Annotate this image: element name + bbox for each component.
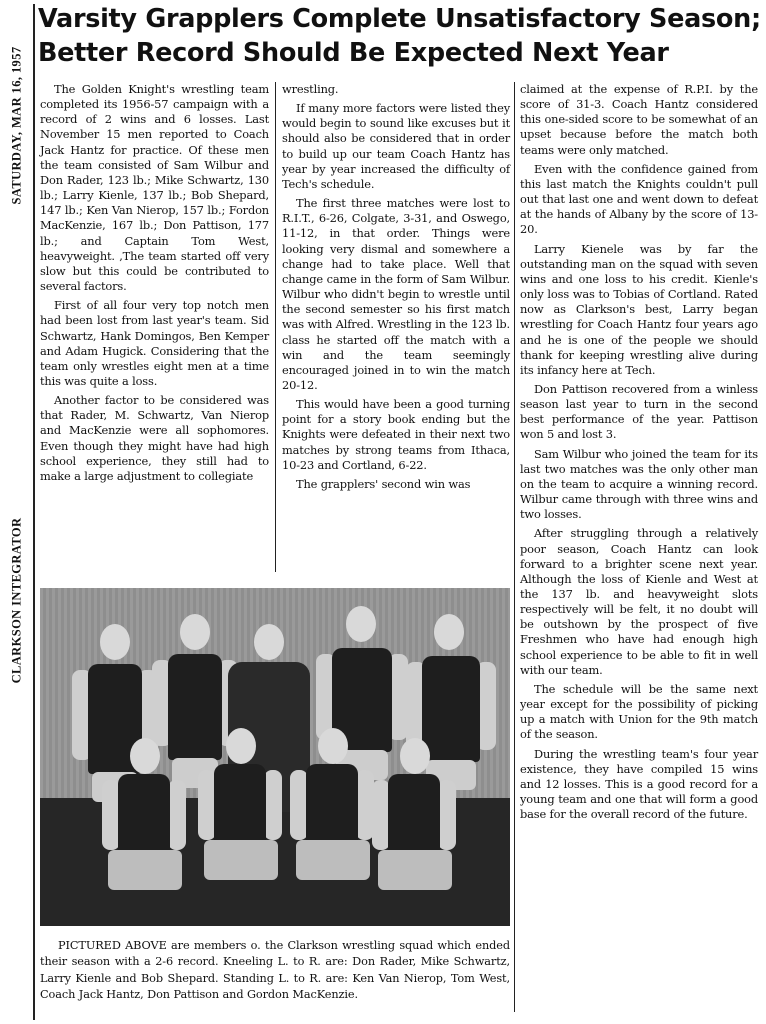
headline-line-2: Better Record Should Be Expected Next Year — [38, 38, 669, 68]
paragraph: After struggling through a relatively poor season, Coach Hantz can look forward to a brighter scene next year. Although the loss of Kienle and West at the 137 lb. and heavyweight slots respectively will be felt, it no doubt will be outshown by the prospect of five Freshmen who have had enough high school experience to be able to fit in well with our team. — [520, 526, 758, 677]
date-line-text: SATURDAY, MAR 16, 1957 — [9, 45, 24, 205]
paragraph: The grapplers' second win was — [296, 476, 471, 491]
paragraph: If many more factors were listed they would begin to sound like excuses but it should also be considered that in order to build up our team Coach Hantz has year by year increased the difficulty of Tech's schedule. — [282, 101, 510, 191]
paragraph: During the wrestling team's four year existence, they have compiled 15 wins and 12 losses. This is a good record for a young team and one that will form a good base for the overall record of the future. — [520, 746, 758, 822]
paragraph: Another factor to be considered was that Rader, M. Schwartz, Van Nierop and MacKenzie were all sophomores. Even though they might have had high school experience, they still had to make a large adjustment to collegiate — [40, 393, 269, 483]
paragraph: Larry Kienele was by far the outstanding man on the squad with seven wins and one loss to his credit. Kienle's only loss was to Tobias of Cortland. Rated now as Clarkson's best, Larry began wrestling for Coach Hantz four years ago and he is one of the people we should thank for keeping wrestling alive during its infancy here at Tech. — [520, 241, 758, 377]
column-rule-2 — [514, 82, 515, 1012]
article-column-1 — [40, 82, 269, 488]
paragraph: Don Pattison recovered from a winless season last year to turn in the second best performance of the year. Pattison won 5 and lost 3. — [520, 381, 758, 442]
column-rule-1 — [275, 82, 276, 572]
paragraph: This would have been a good turning point for a story book ending but the Knights were defeated in their next two matches by strong teams from Ithaca, 10-23 and Cortland, 6-22. — [282, 397, 510, 472]
date-line — [2, 20, 32, 230]
paragraph: claimed at the expense of R.P.I. by the score of 31-3. Coach Hantz considered this one-sided score to be somewhat of an upset because before the match both teams were only matched. — [520, 82, 758, 157]
publication-name — [2, 500, 32, 700]
team-photo — [40, 588, 510, 926]
paragraph: The first three matches were lost to R.I.T., 6-26, Colgate, 3-31, and Oswego, 11-12, in that order. Things were looking very dismal and somewhere a change had to take place. Well that change came in the form of Sam Wilbur. Wilbur who didn't begin to wrestle until the second semester so his first match was with Alfred. Wrestling in the 123 lb. class he started off the match with a win and the team seemingly encouraged joined in to win the match 20-12. — [282, 196, 510, 392]
paragraph: wrestling. — [282, 82, 339, 96]
headline-line-1: Varsity Grapplers Complete Unsatisfactory Season; — [38, 4, 761, 34]
paragraph: The schedule will be the same next year except for the possibility of picking up a match with Union for the 9th match of the season. — [520, 681, 758, 742]
sidebar-rule — [33, 4, 35, 1020]
paragraph: First of all four very top notch men had been lost from last year's team. Sid Schwartz, Hank Domingos, Ben Kemper and Adam Hugick. Considering that the team only wrestles eight men at a time this was quite a loss. — [40, 298, 269, 388]
article-column-2 — [282, 82, 510, 496]
photo-caption: PICTURED ABOVE are members o. the Clarkson wrestling squad which ended their season with a 2-6 record. Kneeling L. to R. are: Don Rader, Mike Schwartz, Larry Kienle and Bob Shepard. Standing L. to R. are: Ken Van Nierop, Tom West, Coach Jack Hantz, Don Pattison and Gordon MacKenzie. — [40, 939, 510, 1002]
article-column-3 — [520, 82, 758, 826]
paragraph: Even with the confidence gained from this last match the Knights couldn't pull out that last one and went down to defeat at the hands of Albany by the score of 13-20. — [520, 161, 758, 237]
paragraph: The Golden Knight's wrestling team completed its 1956-57 campaign with a record of 2 wins and 6 losses. Last November 15 men reported to Coach Jack Hantz for practice. Of these men the team consisted of Sam Wilbur and Don Rader, 123 lb.; Mike Schwartz, 130 lb.; Larry Kienle, 137 lb.; Bob Shepard, 147 lb.; Ken Van Nierop, 157 lb.; Fordon MacKenzie, 167 lb.; Don Pattison, 177 lb.; and Captain Tom West, heavyweight. ,The team started off very slow but this could be contributed to several factors. — [40, 82, 269, 294]
publication-name-text: CLARKSON INTEGRATOR — [9, 517, 24, 683]
headline — [38, 2, 764, 70]
paragraph: Sam Wilbur who joined the team for its last two matches was the only other man on the team to acquire a winning record. Wilbur came through with three wins and two losses. — [520, 446, 758, 522]
